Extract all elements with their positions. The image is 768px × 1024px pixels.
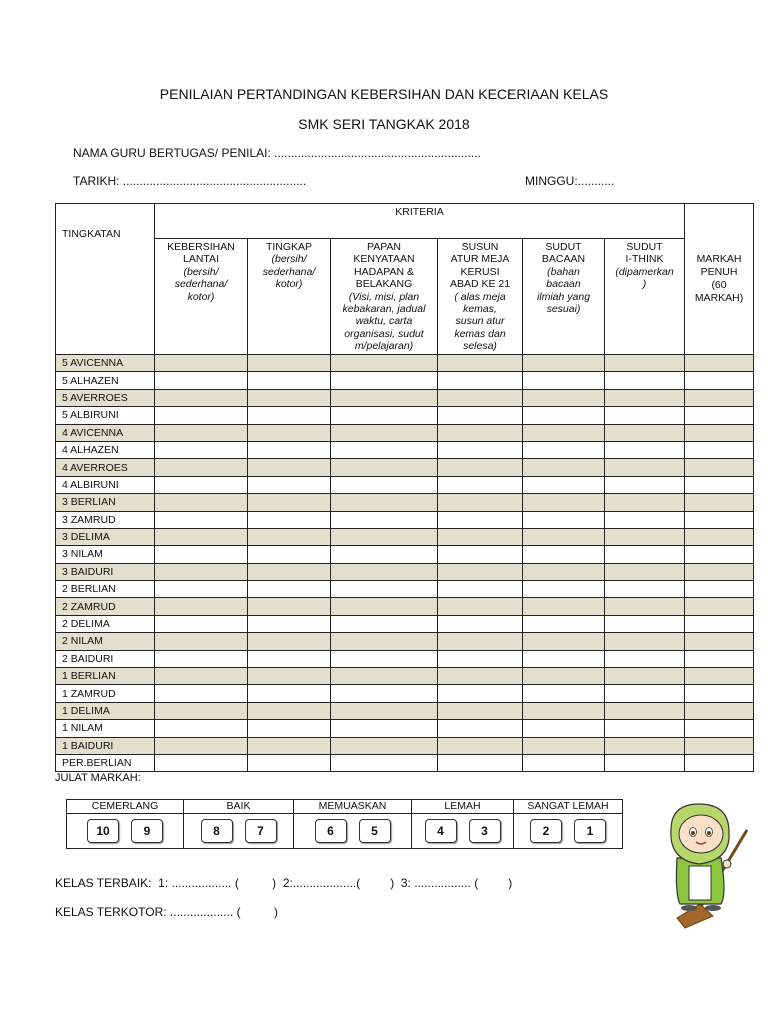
table-row: [56, 685, 754, 702]
score-cell[interactable]: [438, 650, 523, 667]
score-cell[interactable]: [523, 511, 605, 528]
score-cell[interactable]: [685, 720, 754, 737]
criteria-header-6: [605, 239, 685, 355]
score-cell[interactable]: [523, 389, 605, 406]
class-name-cell: 4 ALHAZEN: [56, 441, 155, 458]
score-cell[interactable]: [438, 633, 523, 650]
score-cell[interactable]: [523, 737, 605, 754]
score-cell[interactable]: [155, 702, 248, 719]
score-cell[interactable]: [685, 476, 754, 493]
class-name-cell: 3 DELIMA: [56, 528, 155, 545]
score-scale-table: [66, 799, 623, 849]
class-name-cell: 3 NILAM: [56, 546, 155, 563]
score-cell[interactable]: [685, 441, 754, 458]
markah-header-line: MARKAH: [696, 253, 742, 265]
score-cell[interactable]: [331, 372, 438, 389]
score-cell[interactable]: [438, 563, 523, 580]
score-cell[interactable]: [685, 459, 754, 476]
score-cell[interactable]: [248, 563, 331, 580]
tarikh-line: TARIKH: .......................................................: [73, 174, 307, 188]
score-cell[interactable]: [605, 668, 685, 685]
class-name-cell: 1 NILAM: [56, 720, 155, 737]
scale-value-box: 3: [469, 819, 501, 843]
school-title: SMK SERI TANGKAK 2018: [298, 116, 470, 132]
scale-category: BAIK: [184, 800, 294, 814]
score-cell[interactable]: [248, 459, 331, 476]
score-cell[interactable]: [248, 737, 331, 754]
score-cell[interactable]: [331, 598, 438, 615]
score-cell[interactable]: [438, 424, 523, 441]
score-cell[interactable]: [331, 494, 438, 511]
class-name-cell: 2 BAIDURI: [56, 650, 155, 667]
score-cell[interactable]: [248, 615, 331, 632]
score-cell[interactable]: [605, 702, 685, 719]
table-row: [56, 407, 754, 424]
criteria-header-5: [523, 239, 605, 355]
score-cell[interactable]: [605, 372, 685, 389]
score-cell[interactable]: [605, 494, 685, 511]
table-row: [56, 737, 754, 754]
score-cell[interactable]: [523, 441, 605, 458]
form-title: PENILAIAN PERTANDINGAN KEBERSIHAN DAN KECERIAAN KELAS: [159, 86, 609, 102]
markah-header: [685, 204, 754, 355]
score-cell[interactable]: [248, 598, 331, 615]
score-cell[interactable]: [248, 633, 331, 650]
assessment-table: [55, 203, 754, 772]
score-cell[interactable]: [248, 668, 331, 685]
class-name-cell: 5 ALHAZEN: [56, 372, 155, 389]
table-row: [56, 615, 754, 632]
table-row: [56, 668, 754, 685]
score-cell[interactable]: [685, 668, 754, 685]
score-cell[interactable]: [605, 511, 685, 528]
score-cell[interactable]: [248, 407, 331, 424]
criteria-note-line: waktu, carta: [355, 315, 413, 328]
score-cell[interactable]: [438, 720, 523, 737]
score-cell[interactable]: [155, 511, 248, 528]
scale-values: [412, 814, 514, 849]
score-cell[interactable]: [605, 720, 685, 737]
score-cell[interactable]: [248, 546, 331, 563]
score-cell[interactable]: [438, 702, 523, 719]
score-cell[interactable]: [331, 424, 438, 441]
score-cell[interactable]: [331, 702, 438, 719]
score-cell[interactable]: [331, 389, 438, 406]
scale-value-box: 6: [315, 819, 347, 843]
criteria-note-line: (bahan: [547, 265, 580, 278]
score-cell[interactable]: [248, 494, 331, 511]
class-name-cell: 3 ZAMRUD: [56, 511, 155, 528]
criteria-note-line: sesuai): [546, 303, 581, 316]
criteria-note-line: (bersih/: [271, 253, 307, 266]
score-cell[interactable]: [523, 476, 605, 493]
criteria-title-line: KENYATAAN: [353, 253, 415, 266]
class-name-cell: 4 AVICENNA: [56, 424, 155, 441]
score-cell[interactable]: [523, 546, 605, 563]
class-name-cell: 1 BAIDURI: [56, 737, 155, 754]
table-row: [56, 754, 754, 771]
score-cell[interactable]: [605, 633, 685, 650]
score-cell[interactable]: [523, 372, 605, 389]
table-row: [56, 528, 754, 545]
scale-values: [184, 814, 294, 849]
table-row: [56, 563, 754, 580]
criteria-title-line: SUSUN: [461, 241, 499, 253]
class-name-cell: 2 BERLIAN: [56, 581, 155, 598]
criteria-title-line: KEBERSIHAN: [167, 241, 235, 253]
class-name-cell: 3 BAIDURI: [56, 563, 155, 580]
score-cell[interactable]: [155, 615, 248, 632]
score-cell[interactable]: [523, 598, 605, 615]
scale-category: MEMUASKAN: [294, 800, 412, 814]
class-name-cell: 1 ZAMRUD: [56, 685, 155, 702]
score-cell[interactable]: [248, 581, 331, 598]
criteria-header-1: [155, 239, 248, 355]
criteria-note-line: kotor): [187, 290, 215, 303]
table-row: [56, 720, 754, 737]
score-cell[interactable]: [605, 581, 685, 598]
score-cell[interactable]: [438, 581, 523, 598]
score-cell[interactable]: [248, 685, 331, 702]
score-cell[interactable]: [605, 424, 685, 441]
score-cell[interactable]: [155, 389, 248, 406]
score-cell[interactable]: [605, 407, 685, 424]
score-cell[interactable]: [605, 528, 685, 545]
score-cell[interactable]: [155, 528, 248, 545]
score-cell[interactable]: [331, 650, 438, 667]
score-cell[interactable]: [685, 528, 754, 545]
score-cell[interactable]: [248, 720, 331, 737]
score-cell[interactable]: [438, 372, 523, 389]
scale-value-box: 1: [574, 819, 606, 843]
scale-value-box: 10: [87, 819, 119, 843]
score-cell[interactable]: [685, 546, 754, 563]
score-cell[interactable]: [248, 528, 331, 545]
score-cell[interactable]: [523, 407, 605, 424]
score-cell[interactable]: [605, 737, 685, 754]
score-cell[interactable]: [331, 668, 438, 685]
score-cell[interactable]: [605, 546, 685, 563]
score-cell[interactable]: [248, 702, 331, 719]
score-cell[interactable]: [155, 476, 248, 493]
score-cell[interactable]: [685, 598, 754, 615]
scale-category: LEMAH: [412, 800, 514, 814]
criteria-note-line: kotor): [275, 278, 303, 291]
criteria-title-line: ABAD KE 21: [449, 278, 511, 291]
score-cell[interactable]: [155, 598, 248, 615]
score-cell[interactable]: [248, 650, 331, 667]
girl-sweeping-illustration: [655, 800, 755, 930]
table-row: [56, 494, 754, 511]
score-cell[interactable]: [438, 476, 523, 493]
score-cell[interactable]: [685, 633, 754, 650]
score-cell[interactable]: [438, 528, 523, 545]
score-cell[interactable]: [331, 685, 438, 702]
score-cell[interactable]: [155, 459, 248, 476]
score-cell[interactable]: [155, 650, 248, 667]
score-cell[interactable]: [331, 476, 438, 493]
class-name-cell: PER.BERLIAN: [56, 754, 155, 771]
score-cell[interactable]: [685, 389, 754, 406]
score-cell[interactable]: [155, 407, 248, 424]
table-row: [56, 633, 754, 650]
score-cell[interactable]: [155, 633, 248, 650]
score-cell[interactable]: [685, 581, 754, 598]
score-cell[interactable]: [438, 598, 523, 615]
score-cell[interactable]: [523, 528, 605, 545]
criteria-note-line: ): [642, 278, 647, 291]
score-cell[interactable]: [523, 685, 605, 702]
scale-value-box: 7: [245, 819, 277, 843]
score-cell[interactable]: [155, 441, 248, 458]
score-cell[interactable]: [155, 424, 248, 441]
score-cell[interactable]: [438, 441, 523, 458]
score-cell[interactable]: [523, 720, 605, 737]
criteria-title-line: TINGKAP: [265, 241, 313, 253]
class-name-cell: 4 ALBIRUNI: [56, 476, 155, 493]
score-cell[interactable]: [331, 511, 438, 528]
criteria-title-line: HADAPAN &: [354, 265, 414, 278]
score-cell[interactable]: [438, 494, 523, 511]
score-cell[interactable]: [331, 615, 438, 632]
score-cell[interactable]: [155, 685, 248, 702]
criteria-note-line: (dipamerkan: [615, 265, 674, 278]
score-cell[interactable]: [605, 598, 685, 615]
class-name-cell: 5 AVICENNA: [56, 355, 155, 372]
class-name-cell: 3 BERLIAN: [56, 494, 155, 511]
criteria-note-line: ilmiah yang: [536, 290, 591, 303]
score-cell[interactable]: [155, 563, 248, 580]
scale-value-box: 9: [131, 819, 163, 843]
score-cell[interactable]: [155, 754, 248, 771]
class-name-cell: 5 ALBIRUNI: [56, 407, 155, 424]
score-cell[interactable]: [248, 424, 331, 441]
minggu-line: MINGGU:...........: [525, 174, 615, 188]
score-cell[interactable]: [438, 737, 523, 754]
criteria-title-line: PAPAN: [366, 241, 402, 253]
score-cell[interactable]: [685, 511, 754, 528]
score-cell[interactable]: [523, 702, 605, 719]
table-row: [56, 598, 754, 615]
score-cell[interactable]: [605, 459, 685, 476]
score-cell[interactable]: [605, 355, 685, 372]
criteria-title-line: ATUR MEJA: [450, 253, 510, 266]
score-cell[interactable]: [331, 441, 438, 458]
julat-label: JULAT MARKAH:: [55, 772, 141, 784]
score-cell[interactable]: [331, 581, 438, 598]
score-cell[interactable]: [685, 754, 754, 771]
criteria-header-2: [248, 239, 331, 355]
score-cell[interactable]: [523, 581, 605, 598]
scale-value-box: 2: [530, 819, 562, 843]
score-cell[interactable]: [331, 355, 438, 372]
score-cell[interactable]: [523, 459, 605, 476]
score-cell[interactable]: [438, 546, 523, 563]
score-cell[interactable]: [438, 685, 523, 702]
score-cell[interactable]: [331, 633, 438, 650]
criteria-title-line: BELAKANG: [355, 278, 413, 291]
score-cell[interactable]: [685, 737, 754, 754]
score-cell[interactable]: [523, 633, 605, 650]
score-cell[interactable]: [605, 389, 685, 406]
criteria-title-line: LANTAI: [183, 253, 219, 266]
criteria-note-line: (bersih/: [183, 265, 219, 278]
scale-value-box: 8: [201, 819, 233, 843]
score-cell[interactable]: [438, 511, 523, 528]
table-row: [56, 459, 754, 476]
score-cell[interactable]: [685, 702, 754, 719]
criteria-title-line: I-THINK: [625, 253, 664, 266]
score-cell[interactable]: [605, 441, 685, 458]
score-cell[interactable]: [685, 424, 754, 441]
class-name-cell: 2 NILAM: [56, 633, 155, 650]
score-cell[interactable]: [685, 494, 754, 511]
score-cell[interactable]: [438, 668, 523, 685]
criteria-note-line: bacaan: [546, 278, 581, 291]
score-cell[interactable]: [605, 754, 685, 771]
score-cell[interactable]: [331, 754, 438, 771]
class-name-cell: 2 DELIMA: [56, 615, 155, 632]
criteria-note-line: (Visi, misi, plan: [348, 290, 420, 303]
score-cell[interactable]: [685, 407, 754, 424]
class-name-cell: 1 BERLIAN: [56, 668, 155, 685]
score-cell[interactable]: [331, 737, 438, 754]
table-row: [56, 424, 754, 441]
score-cell[interactable]: [438, 355, 523, 372]
table-row: [56, 441, 754, 458]
score-cell[interactable]: [155, 737, 248, 754]
score-cell[interactable]: [685, 650, 754, 667]
class-name-cell: 5 AVERROES: [56, 389, 155, 406]
score-cell[interactable]: [685, 372, 754, 389]
score-cell[interactable]: [685, 563, 754, 580]
kriteria-header: KRITERIA: [155, 204, 685, 239]
criteria-note-line: sederhana/: [262, 265, 316, 278]
table-row: [56, 372, 754, 389]
score-cell[interactable]: [248, 355, 331, 372]
score-cell[interactable]: [523, 355, 605, 372]
score-cell[interactable]: [155, 581, 248, 598]
criteria-note-line: m/pelajaran): [354, 340, 414, 353]
markah-header-line: MARKAH): [694, 292, 744, 304]
scale-category: SANGAT LEMAH: [514, 800, 623, 814]
score-cell[interactable]: [523, 563, 605, 580]
score-cell[interactable]: [438, 407, 523, 424]
criteria-title-line: BACAAN: [541, 253, 586, 266]
scale-category: CEMERLANG: [67, 800, 184, 814]
score-cell[interactable]: [248, 372, 331, 389]
score-cell[interactable]: [331, 459, 438, 476]
criteria-note-line: susun atur: [455, 315, 505, 328]
score-cell[interactable]: [523, 754, 605, 771]
criteria-title-line: SUDUT: [626, 241, 663, 253]
markah-header-line: (60: [711, 279, 727, 291]
criteria-note-line: kemas,: [463, 303, 497, 316]
score-cell[interactable]: [155, 355, 248, 372]
score-cell[interactable]: [685, 685, 754, 702]
score-cell[interactable]: [438, 754, 523, 771]
score-cell[interactable]: [248, 754, 331, 771]
score-cell[interactable]: [331, 563, 438, 580]
criteria-note-line: kemas dan: [454, 327, 506, 340]
table-row: [56, 702, 754, 719]
kelas-terbaik-line: KELAS TERBAIK: 1: .................. ( ) 2:...................( ) 3: ................. ( ): [55, 876, 513, 890]
score-cell[interactable]: [248, 389, 331, 406]
score-cell[interactable]: [605, 563, 685, 580]
score-cell[interactable]: [331, 528, 438, 545]
criteria-note-line: sederhana/: [174, 278, 228, 291]
class-name-cell: 4 AVERROES: [56, 459, 155, 476]
score-cell[interactable]: [523, 494, 605, 511]
score-cell[interactable]: [248, 511, 331, 528]
kelas-terkotor-line: KELAS TERKOTOR: ................... ( ): [55, 905, 278, 919]
score-cell[interactable]: [331, 720, 438, 737]
score-cell[interactable]: [438, 389, 523, 406]
table-row: [56, 546, 754, 563]
score-cell[interactable]: [331, 546, 438, 563]
score-cell[interactable]: [438, 459, 523, 476]
tingkatan-header: TINGKATAN: [56, 204, 155, 355]
score-cell[interactable]: [155, 494, 248, 511]
criteria-note-line: organisasi, sudut: [344, 327, 424, 340]
scale-values: [67, 814, 184, 849]
score-cell[interactable]: [605, 650, 685, 667]
scale-value-box: 4: [425, 819, 457, 843]
table-row: [56, 476, 754, 493]
table-row: [56, 389, 754, 406]
criteria-note-line: ( alas meja: [454, 290, 506, 303]
table-row: [56, 650, 754, 667]
score-cell[interactable]: [523, 650, 605, 667]
score-cell[interactable]: [248, 441, 331, 458]
score-cell[interactable]: [523, 668, 605, 685]
class-name-cell: 2 ZAMRUD: [56, 598, 155, 615]
score-cell[interactable]: [605, 685, 685, 702]
criteria-header-4: [438, 239, 523, 355]
class-name-cell: 1 DELIMA: [56, 702, 155, 719]
guru-line: NAMA GURU BERTUGAS/ PENILAI: ..............................................................: [73, 146, 481, 160]
table-row: [56, 355, 754, 372]
score-cell[interactable]: [523, 615, 605, 632]
score-cell[interactable]: [248, 476, 331, 493]
score-cell[interactable]: [155, 668, 248, 685]
criteria-note-line: selesa): [463, 340, 497, 353]
score-cell[interactable]: [155, 372, 248, 389]
criteria-title-line: KERUSI: [460, 265, 500, 278]
scale-values: [514, 814, 623, 849]
criteria-title-line: SUDUT: [545, 241, 582, 253]
score-cell[interactable]: [685, 355, 754, 372]
markah-header-line: PENUH: [700, 266, 738, 278]
score-cell[interactable]: [685, 615, 754, 632]
score-cell[interactable]: [605, 615, 685, 632]
score-cell[interactable]: [331, 407, 438, 424]
score-cell[interactable]: [523, 424, 605, 441]
scale-values: [294, 814, 412, 849]
score-cell[interactable]: [605, 476, 685, 493]
table-row: [56, 581, 754, 598]
score-cell[interactable]: [155, 546, 248, 563]
scale-value-box: 5: [359, 819, 391, 843]
score-cell[interactable]: [438, 615, 523, 632]
table-row: [56, 511, 754, 528]
criteria-header-3: [331, 239, 438, 355]
criteria-note-line: kebakaran, jadual: [342, 303, 426, 316]
score-cell[interactable]: [155, 720, 248, 737]
